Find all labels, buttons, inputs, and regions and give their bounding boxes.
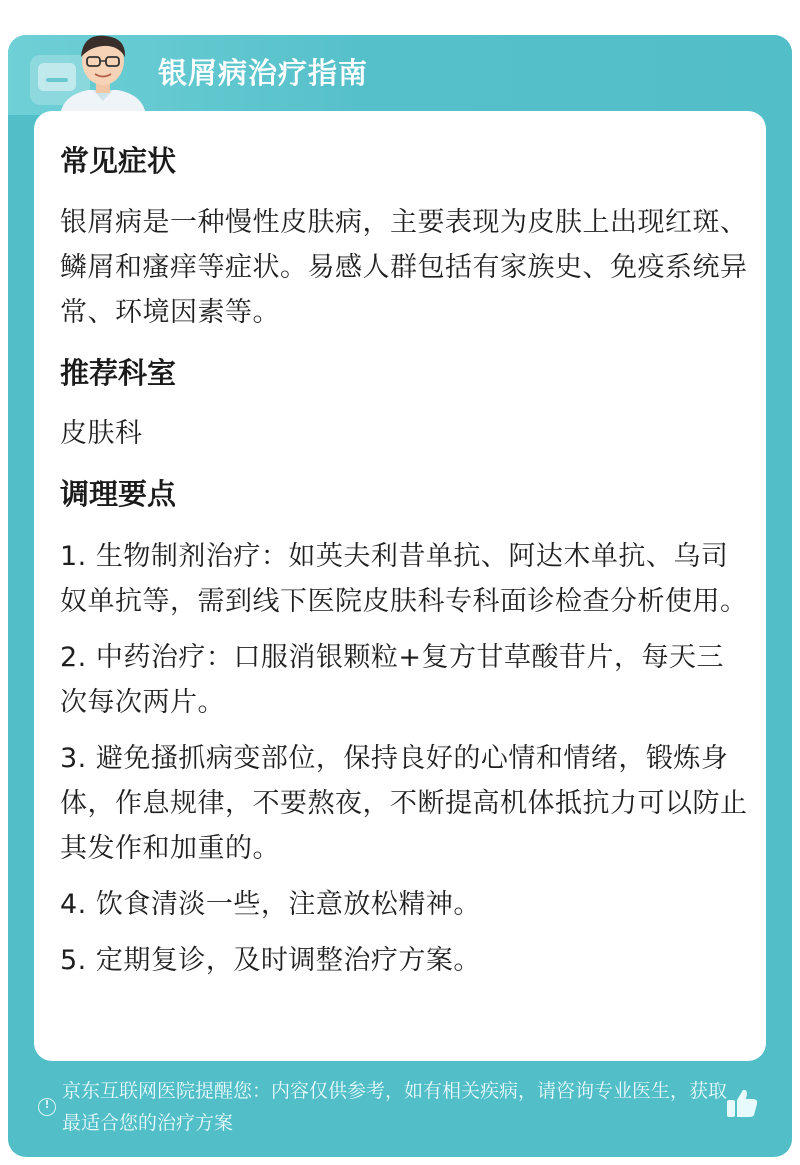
disclaimer-text: 京东互联网医院提醒您：内容仅供参考，如有相关疾病，请咨询专业医生，获取最适合您的治疗方案 — [62, 1080, 728, 1134]
list-item: 4. 饮食清淡一些，注意放松精神。 — [60, 889, 481, 920]
doctor-avatar — [48, 35, 158, 115]
info-icon — [38, 1098, 56, 1116]
content-card — [34, 111, 766, 1061]
thumbs-up-icon[interactable] — [724, 1085, 760, 1121]
guide-panel — [8, 35, 792, 1157]
symptoms-heading: 常见症状 — [60, 144, 177, 178]
care-list — [60, 534, 750, 983]
list-item: 5. 定期复诊，及时调整治疗方案。 — [60, 945, 481, 976]
list-item: 3. 避免搔抓病变部位，保持良好的心情和情绪，锻炼身体，作息规律，不要熬夜，不断提高机体抵抗力可以防止其发作和加重的。 — [60, 743, 748, 864]
list-item: 1. 生物制剂治疗：如英夫利昔单抗、阿达木单抗、乌司奴单抗等，需到线下医院皮肤科专科面诊检查分析使用。 — [60, 541, 748, 617]
department-text: 皮肤科 — [60, 418, 143, 449]
page-title: 银屑病治疗指南 — [158, 56, 369, 90]
symptoms-text: 银屑病是一种慢性皮肤病，主要表现为皮肤上出现红斑、鳞屑和瘙痒等症状。易感人群包括有家族史、免疫系统异常、环境因素等。 — [60, 207, 748, 328]
care-heading: 调理要点 — [60, 477, 177, 511]
department-heading: 推荐科室 — [60, 356, 177, 390]
list-item: 2. 中药治疗：口服消银颗粒+复方甘草酸苷片，每天三次每次两片。 — [60, 642, 724, 718]
